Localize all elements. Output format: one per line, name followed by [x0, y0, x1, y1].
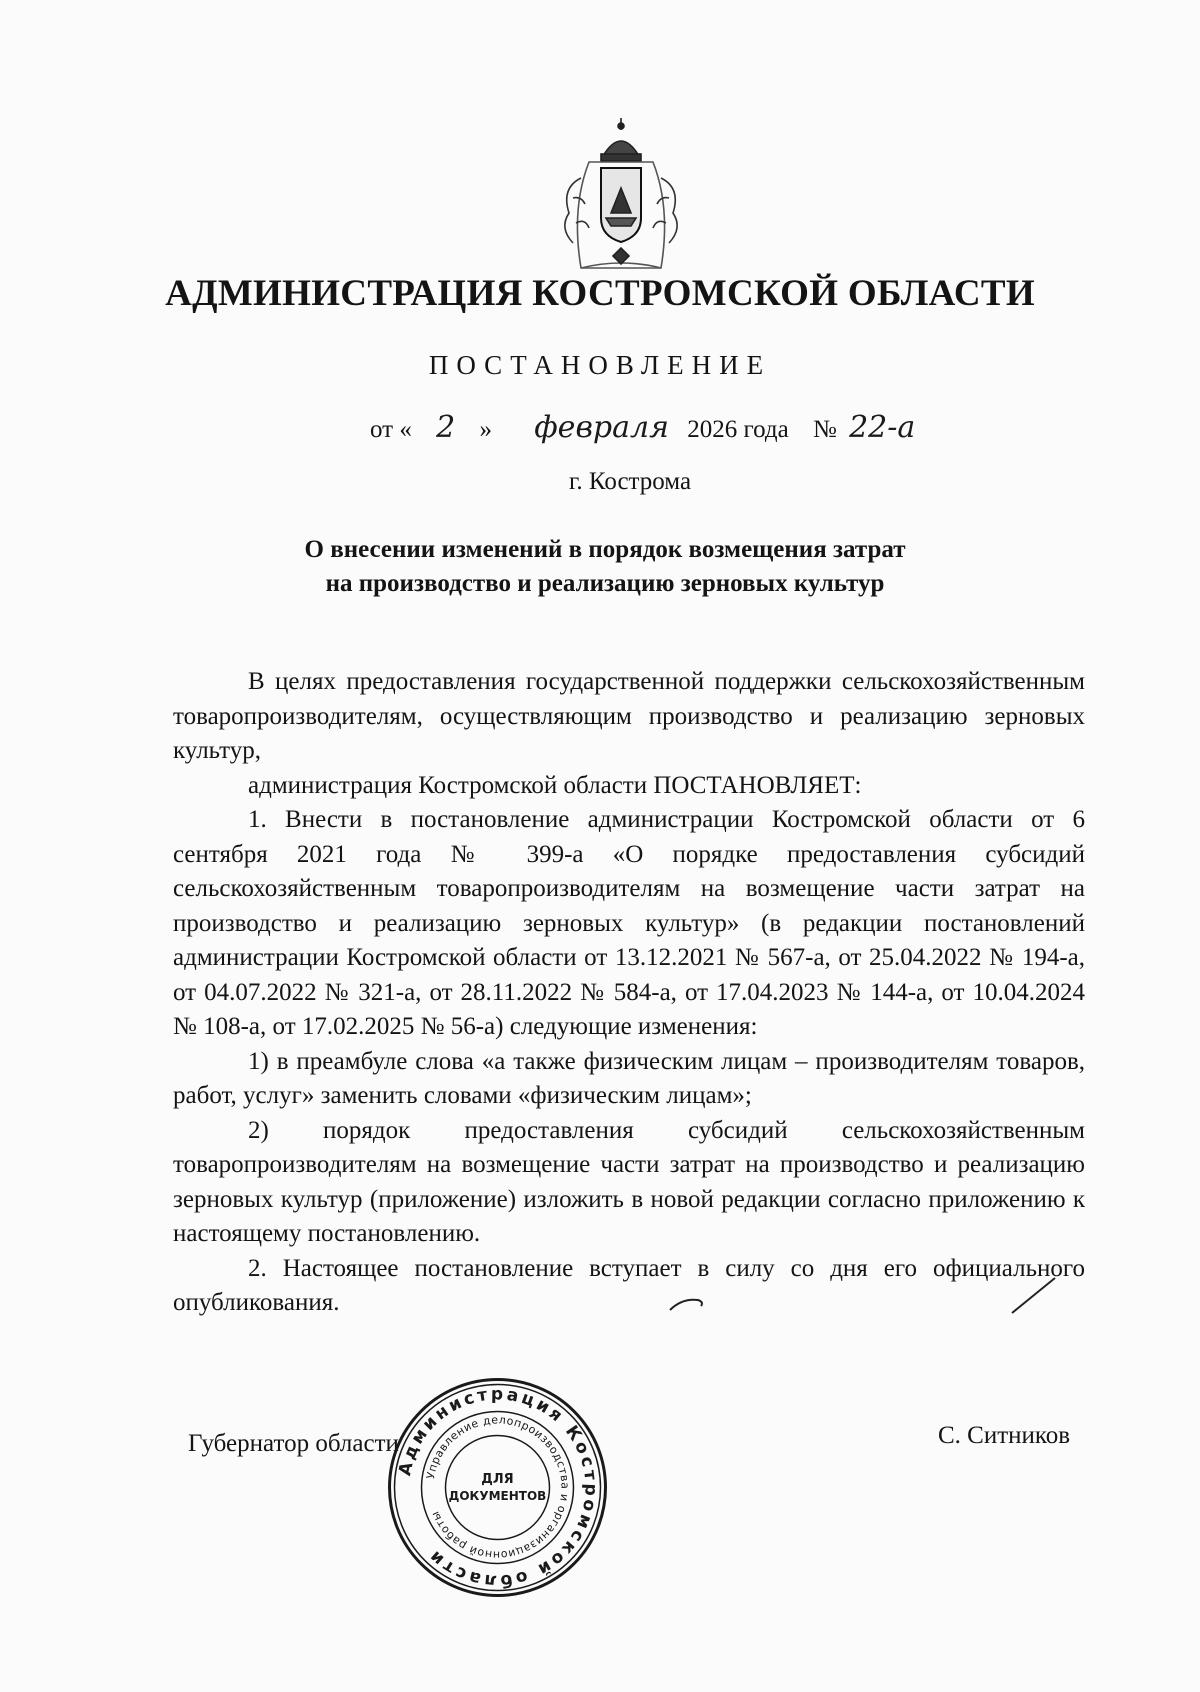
subject-line-1: О внесении изменений в порядок возмещения затрат — [304, 536, 906, 563]
document-number-handwritten: 22-а — [849, 410, 916, 445]
stamp-center-line-2: ДОКУМЕНТОВ — [448, 1489, 547, 1503]
date-year: 2026 года — [687, 416, 789, 443]
item-1-paragraph: 1. Внести в постановление администрации Костромской области от 6 сентября 2021 года № 399-а «О порядке предоставления субсидий сельскохозяйственным товаропроизводителям на возмещение части затрат на производство и реализацию зерновых культур» (в редакции постановлений администрации Костромской области от 13.12.2021 № 567-а, от 25.04.2022 № 194-а, от 04.07.2022 № 321-а, от 28.11.2022 № 584-а, от 17.04.2023 № 144-а, от 10.04.2024 № 108-а, от 17.02.2025 № 56-а) следующие изменения: — [173, 806, 1085, 1040]
item-1-sub-2-paragraph: 2) порядок предоставления субсидий сельскохозяйственным товаропроизводителям на возмещение части затрат на производство и реализацию зерновых культур (приложение) изложить в новой редакции согласно приложению к настоящему постановлению. — [173, 1116, 1085, 1247]
document-subject — [10, 533, 1200, 601]
date-prefix: от « — [370, 416, 412, 443]
item-1-sub-1-paragraph: 1) в преамбуле слова «а также физическим лицам – производителям товаров, работ, услуг» заменить словами «физическим лицам»; — [173, 1047, 1085, 1109]
stamp-center-line-1: ДЛЯ — [481, 1472, 514, 1487]
date-day-handwritten: 2 — [436, 410, 456, 445]
date-number-line — [370, 410, 915, 445]
number-label: № — [812, 416, 837, 443]
city: г. Кострома — [568, 468, 692, 495]
stamp-inner-text: Управление делопроизводства и организационной работы — [424, 1413, 572, 1562]
document-type: ПОСТАНОВЛЕНИЕ — [428, 350, 772, 380]
signature-stroke-right — [1010, 1275, 1060, 1315]
official-stamp — [385, 1375, 610, 1600]
signatory-title: Губернатор области — [188, 1430, 399, 1457]
preamble-paragraph: В целях предоставления государственной поддержки сельскохозяйственным товаропроизводителям, осуществляющим производство и реализацию зерновых культур, — [173, 668, 1085, 764]
coat-of-arms-emblem — [551, 118, 691, 278]
subject-line-2: на производство и реализацию зерновых культур — [325, 570, 885, 597]
resolution-clause: администрация Костромской области ПОСТАНОВЛЯЕТ: — [248, 771, 862, 799]
organization-title: АДМИНИСТРАЦИЯ КОСТРОМСКОЙ ОБЛАСТИ — [165, 273, 1035, 314]
date-close-quote: » — [479, 416, 492, 443]
signature-stroke-left — [668, 1294, 708, 1314]
stamp-outer-text: Администрация Костромской области — [395, 1384, 601, 1591]
document-body — [173, 665, 1085, 1321]
item-2-paragraph: 2. Настоящее постановление вступает в силу со дня его официального опубликования. — [173, 1254, 1085, 1316]
signatory-name: С. Ситников — [938, 1422, 1071, 1449]
date-month-handwritten: февраля — [534, 410, 669, 445]
